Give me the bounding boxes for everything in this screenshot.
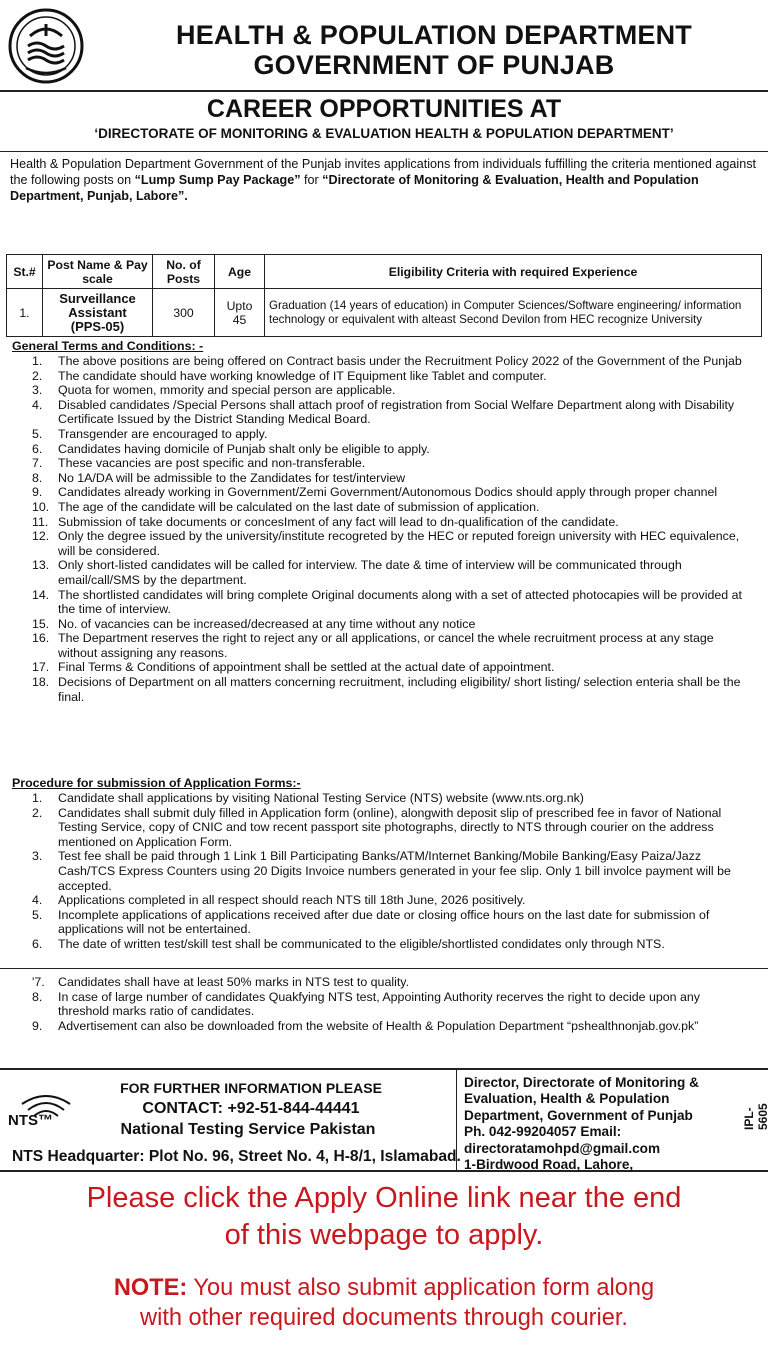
divider [0,151,768,152]
list-item-number: 2. [32,368,43,383]
list-item-text: Only the degree issued by the university/institute recogreted by the HEC or reputed foreign university with HEC equivalence, will be considered. [58,529,740,558]
divider [0,968,768,969]
list-item-number: 10. [32,499,50,514]
list-item-number: 5. [32,907,43,922]
list-item-number: 13. [32,558,50,573]
list-item [12,427,752,442]
list-item [12,617,752,632]
list-item-number: 17. [32,660,50,675]
posts-table [6,254,762,337]
list-item [12,908,752,937]
list-item [12,893,752,908]
further-info-text: FOR FURTHER INFORMATION PLEASE [120,1080,382,1096]
list-item [12,806,752,850]
list-item-text: Candidates shall submit duly filled in Application form (online), alongwith deposit slip of prescribed fee in favor of National Testing Service, copy of CNIC and tow recent passport site photographs, directly to NTS through courier on the address mentioned on Application Form. [58,805,722,849]
list-item [12,471,752,486]
list-item [12,500,752,515]
header-post: Post Name & Pay scale [43,255,153,289]
list-item-number: 3. [32,849,43,864]
post-name-line: Assistant [68,304,127,320]
list-item-number: 3. [32,383,43,398]
list-item-text: The shortlisted candidates will bring complete Original documents along with a set of attected photocapies will be provided at the time of interview. [58,587,742,617]
list-item-number: 8. [32,989,43,1004]
list-item-text: Incomplete applications of applications received after due date or closing office hours on the last date for submission of applications will not be entertained. [58,907,710,937]
list-item [12,456,752,471]
courier-note [0,1273,768,1333]
punjab-government-emblem-icon [6,6,86,86]
list-item-text: Test fee shall be paid through 1 Link 1 Bill Participating Banks/ATM/Internet Banking/Mobile Banking/Easy Paiza/Jazz Cash/TCS Express Counters using 20 Digits Invoice numbers generated in your fee slip. Only 1 bill involce payment will be accepted. [58,849,731,893]
list-item [12,1019,752,1034]
career-title: CAREER OPPORTUNITIES AT [206,95,562,123]
procedure-list-continued [12,975,752,1033]
apply-line: Please click the Apply Online link near the end [86,1182,682,1214]
list-item-text: Quota for women, mmority and special person are applicable. [58,383,396,398]
list-item-number: 6. [32,936,43,951]
header-posts-count: No. of Posts [153,255,215,289]
list-item-text: No 1A/DA will be admissible to the Zandidates for test/interview [58,470,406,485]
list-item-number: '7. [32,975,45,989]
list-item [12,398,752,427]
list-item-number: 4. [32,397,43,412]
address-line: 1-Birdwood Road, Lahore, [464,1157,634,1173]
list-item [12,588,752,617]
list-item-number: 1. [32,791,43,805]
directorate-title: ‘DIRECTORATE OF MONITORING & EVALUATION HEALTH & POPULATION DEPARTMENT’ [94,126,674,141]
department-title: HEALTH & POPULATION DEPARTMENT [176,20,692,50]
list-item-number: 8. [32,470,43,485]
cell-serial: 1. [7,289,43,337]
list-item-number: 6. [32,441,43,456]
list-item [12,975,752,990]
note-text: You must also submit application form along [187,1275,655,1301]
list-item [12,442,752,457]
header-serial: St.# [7,255,43,289]
list-item-number: 5. [32,426,43,441]
list-item-number: 18. [32,675,50,690]
intro-pay-package: “Lump Sump Pay Package” [134,173,301,187]
address-line: Evaluation, Health & Population [464,1091,670,1107]
cell-age [215,289,265,337]
list-item-text: Only short-listed candidates will be called for interview. The date & time of interview will be communicated through email/call/SMS by the department. [58,558,682,587]
list-item-text: The date of written test/skill test shall be communicated to the eligible/shortlisted condidates only through NTS. [58,936,665,951]
header-criteria: Eligibility Criteria with required Experience [265,255,762,289]
note-text: with other required documents through courier. [140,1305,628,1331]
contact-phone: CONTACT: +92-51-844-44441 [142,1100,360,1117]
director-address [464,1075,746,1173]
government-title: GOVERNMENT OF PUNJAB [253,50,615,80]
list-item-text: The Department reserves the right to reject any or all applications, or cancel the whele recruitment process at any stage without assigning any reasons. [58,631,714,660]
list-item-number: 1. [32,354,43,368]
apply-online-notice [0,1180,768,1254]
procedure-title: Procedure for submission of Application Forms:- [12,776,301,790]
list-item [12,675,752,704]
list-item [12,515,752,530]
post-name-line: Surveillance [59,290,136,306]
list-item-number: 2. [32,805,43,820]
cell-criteria: Graduation (14 years of education) in Computer Sciences/Software engineering/ information technology or equivalent with alteast Second Devilon from HEC recognize University [265,289,762,337]
list-item-number: 16. [32,631,50,646]
footer-divider [456,1070,457,1170]
list-item [12,369,752,384]
list-item-text: Candidates already working in Government/Zemi Government/Autonomous Dodics should apply through proper channel [58,485,718,500]
address-line: Director, Directorate of Monitoring & [464,1075,699,1090]
list-item-text: In case of large number of candidates Quakfying NTS test, Appointing Authority recerves the right to decide upon any threshold marks ratio of candidates. [58,989,700,1019]
list-item-text: Submission of take documents or concesIment of any fact will lead to dn-qualification of the candidate. [58,514,619,529]
table-header-row [7,255,762,289]
note-label: NOTE: [113,1275,188,1301]
age-line: 45 [232,312,247,327]
intro-directorate: “Directorate of Monitoring & Evaluation, Health and Population Department, Punjab, Labore”. [10,173,699,203]
ipl-code: IPL-5605 [742,1103,770,1130]
header [0,0,768,92]
list-item-text: Transgender are encouraged to apply. [58,426,268,441]
cell-posts-count: 300 [153,289,215,337]
intro-text: Health & Population Department Government of the Punjab invites applications from individuals fuffilling the criteria mentioned against the following posts on [10,157,757,187]
list-item-text: Candidates shall have at least 50% marks in NTS test to quality. [58,975,410,989]
list-item-number: 7. [32,456,43,471]
list-item-number: 9. [32,485,43,500]
list-item-text: Final Terms & Conditions of appointment shall be settled at the actual date of appointment. [58,660,555,675]
address-line: Ph. 042-99204057 Email: [464,1124,622,1140]
general-terms-list [12,354,752,704]
list-item [12,485,752,500]
address-line: Department, Government of Punjab [464,1107,693,1123]
list-item [12,631,752,660]
list-item-number: 14. [32,587,50,602]
list-item-number: 4. [32,893,43,908]
general-terms-title: General Terms and Conditions: - [12,339,204,353]
list-item-text: No. of vacancies can be increased/decreased at any time without any notice [58,616,476,631]
list-item-text: Advertisement can also be downloaded from the website of Health & Population Department “pshealthnonjab.gov.pk” [58,1018,699,1033]
nts-name: National Testing Service Pakistan [120,1121,376,1138]
list-item [12,354,752,369]
list-item-number: 15. [32,616,50,631]
address-email: directoratamohpd@gmail.com [464,1140,661,1156]
intro-paragraph [10,156,762,204]
procedure-list [12,791,752,952]
nts-label: NTS™ [8,1112,53,1129]
list-item-text: Disabled candidates /Special Persons shall attach proof of registration from Social Welfare Department along with Disability Certificate Issued by the District Standing Medical Board. [58,397,735,427]
table-row [7,289,762,337]
apply-line: of this webpage to apply. [224,1219,544,1251]
list-item [12,990,752,1019]
header-age: Age [215,255,265,289]
list-item [12,849,752,893]
nts-headquarter-address: NTS Headquarter: Plot No. 96, Street No. 4, H-8/1, Islamabad. [12,1148,461,1165]
list-item-text: Candidate shall applications by visiting National Testing Service (NTS) website (www.nts.org.nk) [58,791,584,805]
list-item [12,529,752,558]
list-item [12,660,752,675]
list-item-text: Decisions of Department on all matters concerning recruitment, including eligibility/ short listing/ selection enteria shall be the final. [58,675,741,704]
post-pay-scale: (PPS-05) [70,318,125,334]
list-item-number: 9. [32,1018,43,1033]
list-item [12,558,752,587]
list-item-number: 11. [32,514,49,529]
list-item-text: Candidates having domicile of Punjab shalt only be eligible to apply. [58,441,430,456]
list-item [12,937,752,952]
intro-text: for [300,173,323,187]
list-item-text: These vacancies are post specific and non-transferable. [58,456,366,471]
list-item-text: Applications completed in all respect should reach NTS till 18th June, 2026 positively. [58,893,526,908]
cell-post [43,289,153,337]
list-item-text: The above positions are being offered on Contract basis under the Recruitment Policy 2022 of the Government of the Punjab [58,354,742,368]
list-item-number: 12. [32,529,50,544]
list-item-text: The age of the candidate will be calculated on the last date of submission of application. [58,499,540,514]
age-line: Upto [226,298,253,313]
list-item-text: The candidate should have working knowledge of IT Equipment like Tablet and computer. [58,368,547,383]
list-item [12,791,752,806]
contact-footer [0,1068,768,1172]
list-item [12,383,752,398]
